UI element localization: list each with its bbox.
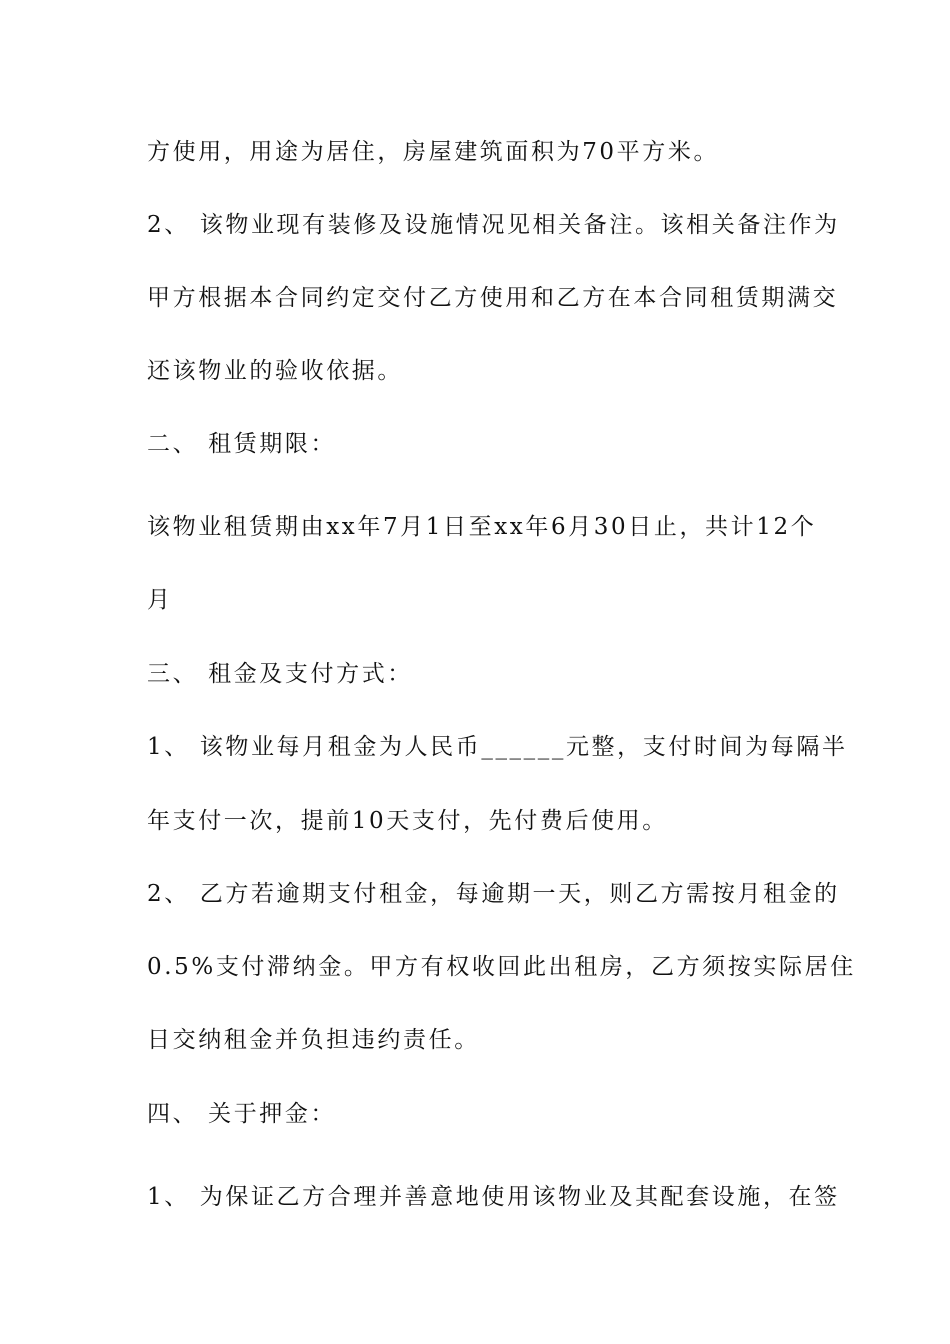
body-text-line: 日交纳租金并负担违约责任。 [147, 1027, 480, 1053]
section-heading-deposit: 四、 关于押金： [147, 1101, 337, 1127]
clause-1-text: 1、 为保证乙方合理并善意地使用该物业及其配套设施，在签 [147, 1184, 840, 1210]
clause-2-text: 2、 该物业现有装修及设施情况见相关备注。该相关备注作为 [147, 212, 840, 238]
body-text-line: 该物业租赁期由xx年7月1日至xx年6月30日止，共计12个 [147, 514, 817, 540]
body-text-line: 月 [147, 587, 173, 613]
body-text-line: 方使用，用途为居住，房屋建筑面积为70平方米。 [147, 139, 720, 165]
body-text-line: 年支付一次，提前10天支付，先付费后使用。 [147, 808, 668, 834]
body-text-line: 0.5%支付滞纳金。甲方有权收回此出租房，乙方须按实际居住 [147, 954, 856, 980]
body-text-line: 甲方根据本合同约定交付乙方使用和乙方在本合同租赁期满交 [147, 285, 839, 311]
body-text-line: 还该物业的验收依据。 [147, 358, 403, 384]
clause-1-text: 1、 该物业每月租金为人民币______元整，支付时间为每隔半 [147, 734, 848, 760]
clause-2-text: 2、 乙方若逾期支付租金，每逾期一天，则乙方需按月租金的 [147, 881, 840, 907]
section-heading-rent-payment: 三、 租金及支付方式： [147, 661, 413, 687]
section-heading-lease-term: 二、 租赁期限： [147, 431, 337, 457]
